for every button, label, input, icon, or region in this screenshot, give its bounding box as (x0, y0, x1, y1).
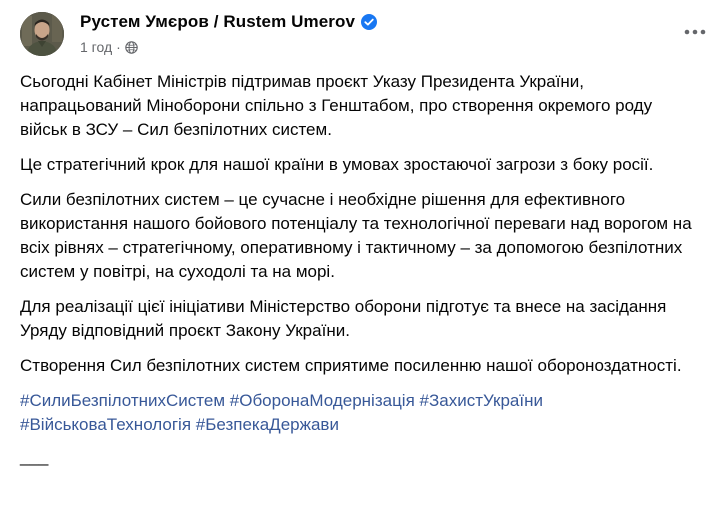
hashtag-link[interactable]: #БезпекаДержави (195, 415, 339, 434)
post-paragraph: Для реалізації цієї ініціативи Міністерство оборони підготує та внесе на засідання Уряду відповідний проєкт Закону України. (20, 297, 667, 340)
globe-icon[interactable] (125, 41, 138, 54)
hashtag-list (20, 389, 700, 437)
author-name[interactable]: Рустем Умєров / Rustem Umerov (80, 12, 356, 31)
verified-badge-icon (361, 14, 377, 30)
hashtag-link[interactable]: #ОборонаМодернізація (229, 391, 415, 410)
post-meta (80, 39, 138, 55)
avatar-image (20, 12, 64, 56)
hashtag-link[interactable]: #ВійськоваТехнологія (20, 415, 192, 434)
post-body (20, 70, 700, 469)
author-line (80, 12, 377, 32)
text-separator: ___ (20, 447, 49, 466)
more-options-button[interactable] (680, 20, 710, 44)
meta-separator: · (116, 39, 121, 55)
post-paragraph: Створення Сил безпілотних систем сприятиме посиленню нашої обороноздатності. (20, 356, 682, 375)
more-horizontal-icon (684, 29, 706, 35)
hashtag-link[interactable]: #ЗахистУкраїни (419, 391, 543, 410)
post-paragraph: Сьогодні Кабінет Міністрів підтримав проєкт Указу Президента України, напрацьований Міноборони спільно з Генштабом, про створення окремого роду військ в ЗСУ – Сил безпілотних систем. (20, 72, 653, 139)
post-paragraph: Сили безпілотних систем – це сучасне і необхідне рішення для ефективного використання нашого бойового потенціалу та технологічної переваги над ворогом на всіх рівнях – стратегічному, оперативному і тактичному – за допомогою безпілотних систем у повітрі, на суходолі та на морі. (20, 190, 692, 281)
post-timestamp[interactable]: 1 год (80, 39, 113, 55)
hashtag-link[interactable]: #СилиБезпілотнихСистем (20, 391, 226, 410)
author-avatar[interactable] (20, 12, 64, 56)
post-header (0, 0, 722, 70)
post-paragraph: Це стратегічний крок для нашої країни в умовах зростаючої загрози з боку росії. (20, 155, 654, 174)
